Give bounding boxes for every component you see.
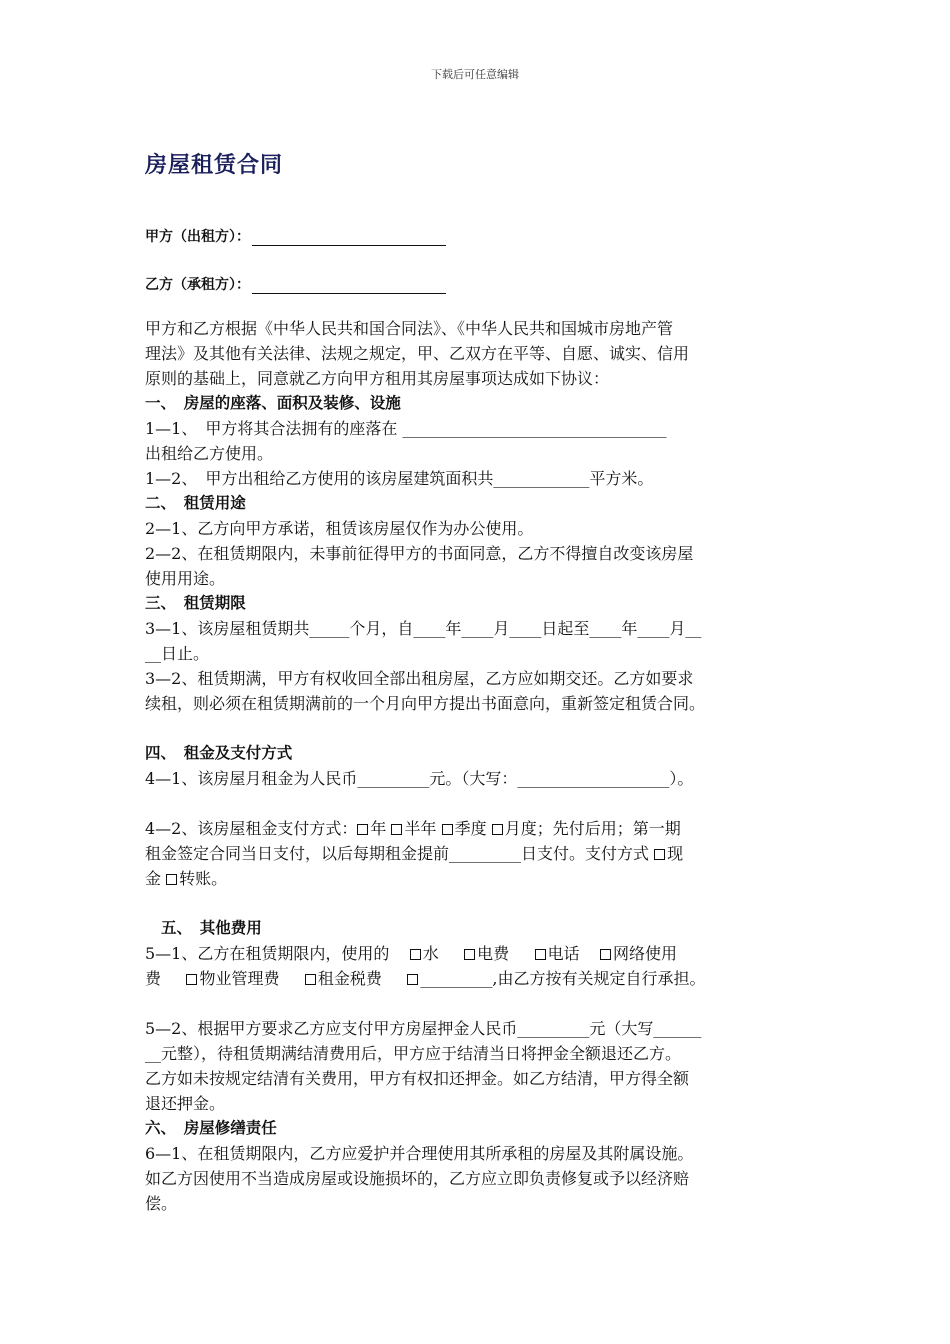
clause-5-2: 5—2、根据甲方要求乙方应支付甲方房屋押金人民币_________元（大写______ [145, 1019, 702, 1038]
checkbox-half-year[interactable] [391, 824, 402, 835]
clause-4-2: 4—2、该房屋租金支付方式： 年 半年 季度 月度；先付后用；第一期 [145, 819, 681, 838]
checkbox-transfer[interactable] [166, 874, 177, 885]
checkbox-other[interactable] [407, 974, 418, 985]
party-a-label: 甲方（出租方）： [145, 229, 250, 245]
clause-4-2-cont2: 金 转账。 [145, 869, 228, 888]
intro-line: 原则的基础上，同意就乙方向甲方租用其房屋事项达成如下协议： [145, 369, 610, 388]
section-2-heading: 二、 租赁用途 [145, 494, 246, 512]
header-note: 下载后可任意编辑 [431, 68, 519, 81]
clause-1-2: 1—2、 甲方出租给乙方使用的该房屋建筑面积共____________平方米。 [145, 469, 654, 488]
clause-3-1: 3—1、该房屋租赁期共_____个月，自____年____月____日起至____年____月__ [145, 619, 702, 638]
checkbox-phone[interactable] [535, 949, 546, 960]
party-b-label: 乙方（承租方）： [145, 277, 250, 293]
checkbox-network[interactable] [600, 949, 611, 960]
clause-1-1-cont: 出租给乙方使用。 [145, 444, 274, 463]
section-1-heading: 一、 房屋的座落、面积及装修、设施 [145, 394, 401, 412]
party-a-blank[interactable] [252, 231, 446, 246]
clause-2-1: 2—1、乙方向甲方承诺，租赁该房屋仅作为办公使用。 [145, 519, 534, 538]
clause-1-1: 1—1、 甲方将其合法拥有的座落在 _________________________________ [145, 419, 667, 438]
section-3-heading: 三、 租赁期限 [145, 594, 246, 612]
clause-6-1-cont: 偿。 [145, 1194, 178, 1213]
clause-4-1: 4—1、该房屋月租金为人民币_________元。（大写：___________________）。 [145, 769, 694, 788]
clause-6-1-cont: 如乙方因使用不当造成房屋或设施损坏的，乙方应立即负责修复或予以经济赔 [145, 1169, 690, 1188]
clause-2-2: 2—2、在租赁期限内，未事前征得甲方的书面同意，乙方不得擅自改变该房屋 [145, 544, 694, 563]
checkbox-month[interactable] [492, 824, 503, 835]
clause-5-2-cont: 乙方如未按规定结清有关费用，甲方有权扣还押金。如乙方结清，甲方得全额 [145, 1069, 690, 1088]
clause-2-2-cont: 使用用途。 [145, 569, 226, 588]
section-5-heading: 五、 其他费用 [161, 919, 262, 937]
clause-5-2-cont: __元整），待租赁期满结清费用后，甲方应于结清当日将押金全额退还乙方。 [145, 1044, 682, 1063]
clause-5-1: 5—1、乙方在租赁期限内，使用的 水 电费 电话 网络使用 [145, 944, 677, 963]
clause-3-1-cont: __日止。 [145, 644, 210, 663]
clause-3-2-cont: 续租，则必须在租赁期满前的一个月向甲方提出书面意向，重新签定租赁合同。 [145, 694, 706, 713]
checkbox-rent-tax[interactable] [305, 974, 316, 985]
document-title: 房屋租赁合同 [145, 153, 284, 178]
clause-6-1: 6—1、在租赁期限内，乙方应爱护并合理使用其所承租的房屋及其附属设施。 [145, 1144, 694, 1163]
party-b-blank[interactable] [252, 279, 446, 294]
party-a-line [145, 226, 446, 246]
checkbox-quarter[interactable] [442, 824, 453, 835]
clause-5-1-cont: 费 物业管理费 租金税费 _________,由乙方按有关规定自行承担。 [145, 969, 706, 988]
clause-5-2-cont: 退还押金。 [145, 1094, 226, 1113]
contract-body [145, 316, 810, 1216]
checkbox-property-fee[interactable] [186, 974, 197, 985]
party-b-line [145, 274, 446, 294]
checkbox-cash[interactable] [654, 849, 665, 860]
section-4-heading: 四、 租金及支付方式 [145, 744, 293, 762]
clause-4-2-cont: 租金签定合同当日支付，以后每期租金提前_________日支付。支付方式 现 [145, 844, 684, 863]
clause-3-2: 3—2、租赁期满，甲方有权收回全部出租房屋，乙方应如期交还。乙方如要求 [145, 669, 694, 688]
checkbox-electricity[interactable] [464, 949, 475, 960]
checkbox-year[interactable] [357, 824, 368, 835]
intro-line: 甲方和乙方根据《中华人民共和国合同法》、《中华人民共和国城市房地产管 [145, 319, 674, 338]
checkbox-water[interactable] [410, 949, 421, 960]
intro-line: 理法》及其他有关法律、法规之规定，甲、乙双方在平等、自愿、诚实、信用 [145, 344, 690, 363]
section-6-heading: 六、 房屋修缮责任 [145, 1119, 277, 1137]
